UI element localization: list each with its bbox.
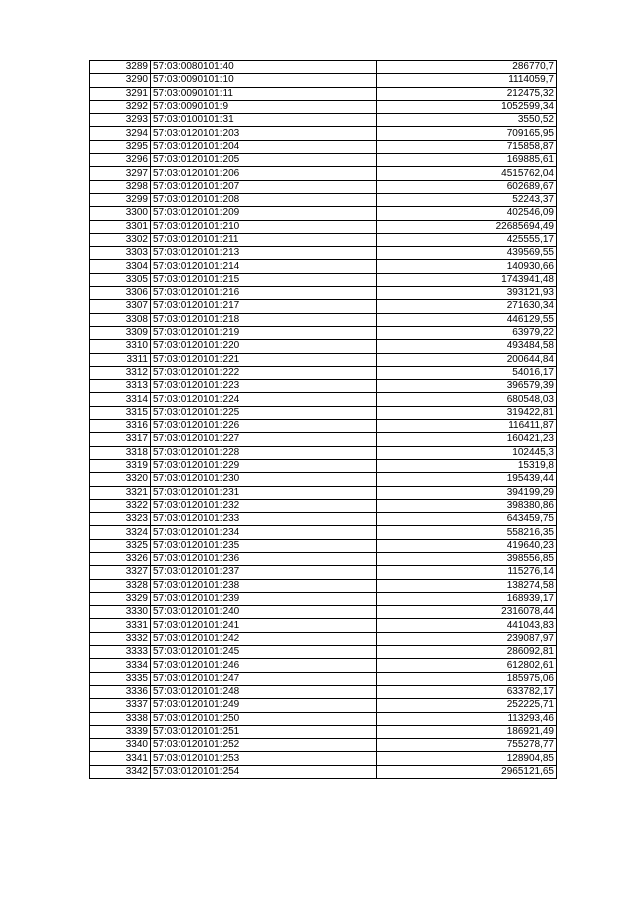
cadastral-value-cell: 319422,81 [377, 406, 557, 419]
cadastral-number-cell: 57:03:0120101:210 [151, 220, 377, 233]
row-number-cell: 3329 [90, 592, 151, 605]
table-row [90, 632, 557, 645]
row-number-cell: 3330 [90, 606, 151, 619]
table-row [90, 167, 557, 180]
table-row [90, 725, 557, 738]
row-number-cell: 3289 [90, 61, 151, 74]
table-body [90, 61, 557, 779]
cadastral-number-cell: 57:03:0120101:254 [151, 765, 377, 778]
row-number-cell: 3300 [90, 207, 151, 220]
cadastral-value-cell: 168939,17 [377, 592, 557, 605]
cadastral-value-cell: 612802,61 [377, 659, 557, 672]
cadastral-number-cell: 57:03:0120101:222 [151, 366, 377, 379]
table-row [90, 100, 557, 113]
cadastral-number-cell: 57:03:0080101:40 [151, 61, 377, 74]
cadastral-value-cell: 102445,3 [377, 446, 557, 459]
table-row [90, 712, 557, 725]
cadastral-number-cell: 57:03:0120101:242 [151, 632, 377, 645]
table-row [90, 513, 557, 526]
row-number-cell: 3308 [90, 313, 151, 326]
table-row [90, 473, 557, 486]
table-row [90, 287, 557, 300]
row-number-cell: 3319 [90, 459, 151, 472]
table-row [90, 380, 557, 393]
cadastral-number-cell: 57:03:0120101:220 [151, 340, 377, 353]
cadastral-number-cell: 57:03:0120101:216 [151, 287, 377, 300]
cadastral-number-cell: 57:03:0120101:253 [151, 752, 377, 765]
row-number-cell: 3340 [90, 739, 151, 752]
cadastral-value-cell: 1052599,34 [377, 100, 557, 113]
row-number-cell: 3301 [90, 220, 151, 233]
table-row [90, 459, 557, 472]
row-number-cell: 3317 [90, 433, 151, 446]
cadastral-number-cell: 57:03:0120101:247 [151, 672, 377, 685]
table-row [90, 180, 557, 193]
table-row [90, 486, 557, 499]
cadastral-value-cell: 160421,23 [377, 433, 557, 446]
cadastral-number-cell: 57:03:0120101:208 [151, 193, 377, 206]
cadastral-number-cell: 57:03:0120101:250 [151, 712, 377, 725]
row-number-cell: 3322 [90, 499, 151, 512]
row-number-cell: 3309 [90, 326, 151, 339]
row-number-cell: 3336 [90, 685, 151, 698]
cadastral-number-cell: 57:03:0120101:238 [151, 579, 377, 592]
row-number-cell: 3339 [90, 725, 151, 738]
cadastral-value-cell: 1114059,7 [377, 74, 557, 87]
cadastral-value-cell: 52243,37 [377, 193, 557, 206]
cadastral-number-cell: 57:03:0120101:203 [151, 127, 377, 140]
table-row [90, 552, 557, 565]
cadastral-number-cell: 57:03:0120101:248 [151, 685, 377, 698]
row-number-cell: 3303 [90, 247, 151, 260]
row-number-cell: 3299 [90, 193, 151, 206]
row-number-cell: 3315 [90, 406, 151, 419]
cadastral-value-cell: 715858,87 [377, 140, 557, 153]
row-number-cell: 3296 [90, 154, 151, 167]
row-number-cell: 3297 [90, 167, 151, 180]
cadastral-value-cell: 140930,66 [377, 260, 557, 273]
cadastral-number-cell: 57:03:0120101:207 [151, 180, 377, 193]
table-row [90, 539, 557, 552]
cadastral-number-cell: 57:03:0120101:232 [151, 499, 377, 512]
row-number-cell: 3335 [90, 672, 151, 685]
table-row [90, 526, 557, 539]
cadastral-value-cell: 286770,7 [377, 61, 557, 74]
cadastral-number-cell: 57:03:0090101:9 [151, 100, 377, 113]
row-number-cell: 3337 [90, 699, 151, 712]
table-row [90, 739, 557, 752]
row-number-cell: 3312 [90, 366, 151, 379]
cadastral-value-cell: 602689,67 [377, 180, 557, 193]
cadastral-value-cell: 239087,97 [377, 632, 557, 645]
cadastral-number-cell: 57:03:0120101:226 [151, 420, 377, 433]
row-number-cell: 3338 [90, 712, 151, 725]
cadastral-value-cell: 138274,58 [377, 579, 557, 592]
cadastral-number-cell: 57:03:0120101:234 [151, 526, 377, 539]
cadastral-number-cell: 57:03:0120101:225 [151, 406, 377, 419]
row-number-cell: 3290 [90, 74, 151, 87]
table-row [90, 300, 557, 313]
cadastral-value-cell: 680548,03 [377, 393, 557, 406]
cadastral-number-cell: 57:03:0120101:206 [151, 167, 377, 180]
cadastral-value-cell: 558216,35 [377, 526, 557, 539]
table-row [90, 566, 557, 579]
row-number-cell: 3310 [90, 340, 151, 353]
cadastral-value-cell: 113293,46 [377, 712, 557, 725]
table-row [90, 87, 557, 100]
row-number-cell: 3305 [90, 273, 151, 286]
row-number-cell: 3316 [90, 420, 151, 433]
row-number-cell: 3342 [90, 765, 151, 778]
table-row [90, 114, 557, 127]
row-number-cell: 3331 [90, 619, 151, 632]
table-row [90, 752, 557, 765]
cadastral-number-cell: 57:03:0120101:229 [151, 459, 377, 472]
cadastral-number-cell: 57:03:0120101:231 [151, 486, 377, 499]
cadastral-number-cell: 57:03:0120101:211 [151, 233, 377, 246]
cadastral-value-cell: 63979,22 [377, 326, 557, 339]
cadastral-value-cell: 116411,87 [377, 420, 557, 433]
row-number-cell: 3324 [90, 526, 151, 539]
table-row [90, 313, 557, 326]
table-row [90, 685, 557, 698]
table-row [90, 659, 557, 672]
table-row [90, 406, 557, 419]
cadastral-value-cell: 212475,32 [377, 87, 557, 100]
row-number-cell: 3320 [90, 473, 151, 486]
table-row [90, 140, 557, 153]
cadastral-value-cell: 169885,61 [377, 154, 557, 167]
cadastral-value-cell: 398380,86 [377, 499, 557, 512]
cadastral-number-cell: 57:03:0120101:251 [151, 725, 377, 738]
cadastral-value-cell: 2965121,65 [377, 765, 557, 778]
cadastral-number-cell: 57:03:0120101:218 [151, 313, 377, 326]
cadastral-number-cell: 57:03:0090101:11 [151, 87, 377, 100]
cadastral-value-cell: 398556,85 [377, 552, 557, 565]
row-number-cell: 3318 [90, 446, 151, 459]
cadastral-value-cell: 128904,85 [377, 752, 557, 765]
cadastral-value-cell: 186921,49 [377, 725, 557, 738]
cadastral-number-cell: 57:03:0120101:214 [151, 260, 377, 273]
cadastral-number-cell: 57:03:0120101:204 [151, 140, 377, 153]
table-row [90, 207, 557, 220]
row-number-cell: 3321 [90, 486, 151, 499]
cadastral-number-cell: 57:03:0120101:249 [151, 699, 377, 712]
cadastral-value-cell: 396579,39 [377, 380, 557, 393]
cadastral-number-cell: 57:03:0120101:236 [151, 552, 377, 565]
table-row [90, 499, 557, 512]
row-number-cell: 3307 [90, 300, 151, 313]
row-number-cell: 3306 [90, 287, 151, 300]
row-number-cell: 3334 [90, 659, 151, 672]
cadastral-number-cell: 57:03:0120101:233 [151, 513, 377, 526]
row-number-cell: 3298 [90, 180, 151, 193]
table-row [90, 326, 557, 339]
cadastral-number-cell: 57:03:0120101:228 [151, 446, 377, 459]
cadastral-number-cell: 57:03:0120101:241 [151, 619, 377, 632]
table-row [90, 154, 557, 167]
table-row [90, 260, 557, 273]
table-row [90, 619, 557, 632]
table-row [90, 61, 557, 74]
cadastral-number-cell: 57:03:0120101:221 [151, 353, 377, 366]
row-number-cell: 3293 [90, 114, 151, 127]
cadastral-number-cell: 57:03:0120101:240 [151, 606, 377, 619]
cadastral-value-cell: 200644,84 [377, 353, 557, 366]
cadastral-value-cell: 15319,8 [377, 459, 557, 472]
table-row [90, 193, 557, 206]
table-row [90, 340, 557, 353]
cadastral-value-cell: 393121,93 [377, 287, 557, 300]
row-number-cell: 3323 [90, 513, 151, 526]
cadastral-value-cell: 286092,81 [377, 646, 557, 659]
table-row [90, 606, 557, 619]
cadastral-number-cell: 57:03:0120101:245 [151, 646, 377, 659]
row-number-cell: 3295 [90, 140, 151, 153]
cadastral-number-cell: 57:03:0120101:209 [151, 207, 377, 220]
table-row [90, 699, 557, 712]
cadastral-number-cell: 57:03:0120101:237 [151, 566, 377, 579]
cadastral-value-cell: 2316078,44 [377, 606, 557, 619]
cadastral-value-cell: 271630,34 [377, 300, 557, 313]
cadastral-number-cell: 57:03:0120101:252 [151, 739, 377, 752]
cadastral-number-cell: 57:03:0120101:224 [151, 393, 377, 406]
table-row [90, 420, 557, 433]
row-number-cell: 3292 [90, 100, 151, 113]
cadastral-number-cell: 57:03:0120101:215 [151, 273, 377, 286]
row-number-cell: 3314 [90, 393, 151, 406]
table-row [90, 247, 557, 260]
cadastral-number-cell: 57:03:0120101:217 [151, 300, 377, 313]
cadastral-value-cell: 441043,83 [377, 619, 557, 632]
cadastral-value-cell: 755278,77 [377, 739, 557, 752]
row-number-cell: 3294 [90, 127, 151, 140]
row-number-cell: 3328 [90, 579, 151, 592]
cadastral-value-cell: 643459,75 [377, 513, 557, 526]
row-number-cell: 3313 [90, 380, 151, 393]
cadastral-number-cell: 57:03:0120101:223 [151, 380, 377, 393]
row-number-cell: 3326 [90, 552, 151, 565]
cadastral-value-cell: 4515762,04 [377, 167, 557, 180]
cadastral-value-cell: 394199,29 [377, 486, 557, 499]
cadastral-number-cell: 57:03:0120101:239 [151, 592, 377, 605]
table-row [90, 366, 557, 379]
table-row [90, 672, 557, 685]
table-row [90, 74, 557, 87]
cadastral-number-cell: 57:03:0120101:227 [151, 433, 377, 446]
cadastral-value-cell: 439569,55 [377, 247, 557, 260]
table-row [90, 220, 557, 233]
cadastral-number-cell: 57:03:0120101:235 [151, 539, 377, 552]
cadastral-number-cell: 57:03:0120101:246 [151, 659, 377, 672]
table-row [90, 592, 557, 605]
cadastral-value-cell: 402546,09 [377, 207, 557, 220]
cadastral-number-cell: 57:03:0120101:219 [151, 326, 377, 339]
row-number-cell: 3304 [90, 260, 151, 273]
table-row [90, 446, 557, 459]
table-row [90, 273, 557, 286]
row-number-cell: 3333 [90, 646, 151, 659]
cadastral-value-cell: 185975,06 [377, 672, 557, 685]
cadastral-value-cell: 115276,14 [377, 566, 557, 579]
cadastral-value-cell: 419640,23 [377, 539, 557, 552]
cadastral-value-cell: 252225,71 [377, 699, 557, 712]
table-row [90, 127, 557, 140]
cadastral-value-table [89, 60, 557, 779]
table-row [90, 646, 557, 659]
table-row [90, 433, 557, 446]
cadastral-value-cell: 446129,55 [377, 313, 557, 326]
table-row [90, 233, 557, 246]
row-number-cell: 3327 [90, 566, 151, 579]
cadastral-value-cell: 709165,95 [377, 127, 557, 140]
table-row [90, 765, 557, 778]
cadastral-number-cell: 57:03:0120101:205 [151, 154, 377, 167]
cadastral-value-cell: 633782,17 [377, 685, 557, 698]
cadastral-value-cell: 22685694,49 [377, 220, 557, 233]
cadastral-number-cell: 57:03:0120101:230 [151, 473, 377, 486]
row-number-cell: 3302 [90, 233, 151, 246]
row-number-cell: 3325 [90, 539, 151, 552]
cadastral-value-cell: 3550,52 [377, 114, 557, 127]
cadastral-value-cell: 195439,44 [377, 473, 557, 486]
cadastral-number-cell: 57:03:0100101:31 [151, 114, 377, 127]
cadastral-value-cell: 493484,58 [377, 340, 557, 353]
cadastral-value-cell: 425555,17 [377, 233, 557, 246]
cadastral-number-cell: 57:03:0090101:10 [151, 74, 377, 87]
row-number-cell: 3332 [90, 632, 151, 645]
cadastral-number-cell: 57:03:0120101:213 [151, 247, 377, 260]
row-number-cell: 3311 [90, 353, 151, 366]
cadastral-value-cell: 54016,17 [377, 366, 557, 379]
table-row [90, 393, 557, 406]
table-row [90, 353, 557, 366]
cadastral-value-cell: 1743941,48 [377, 273, 557, 286]
row-number-cell: 3341 [90, 752, 151, 765]
row-number-cell: 3291 [90, 87, 151, 100]
table-row [90, 579, 557, 592]
